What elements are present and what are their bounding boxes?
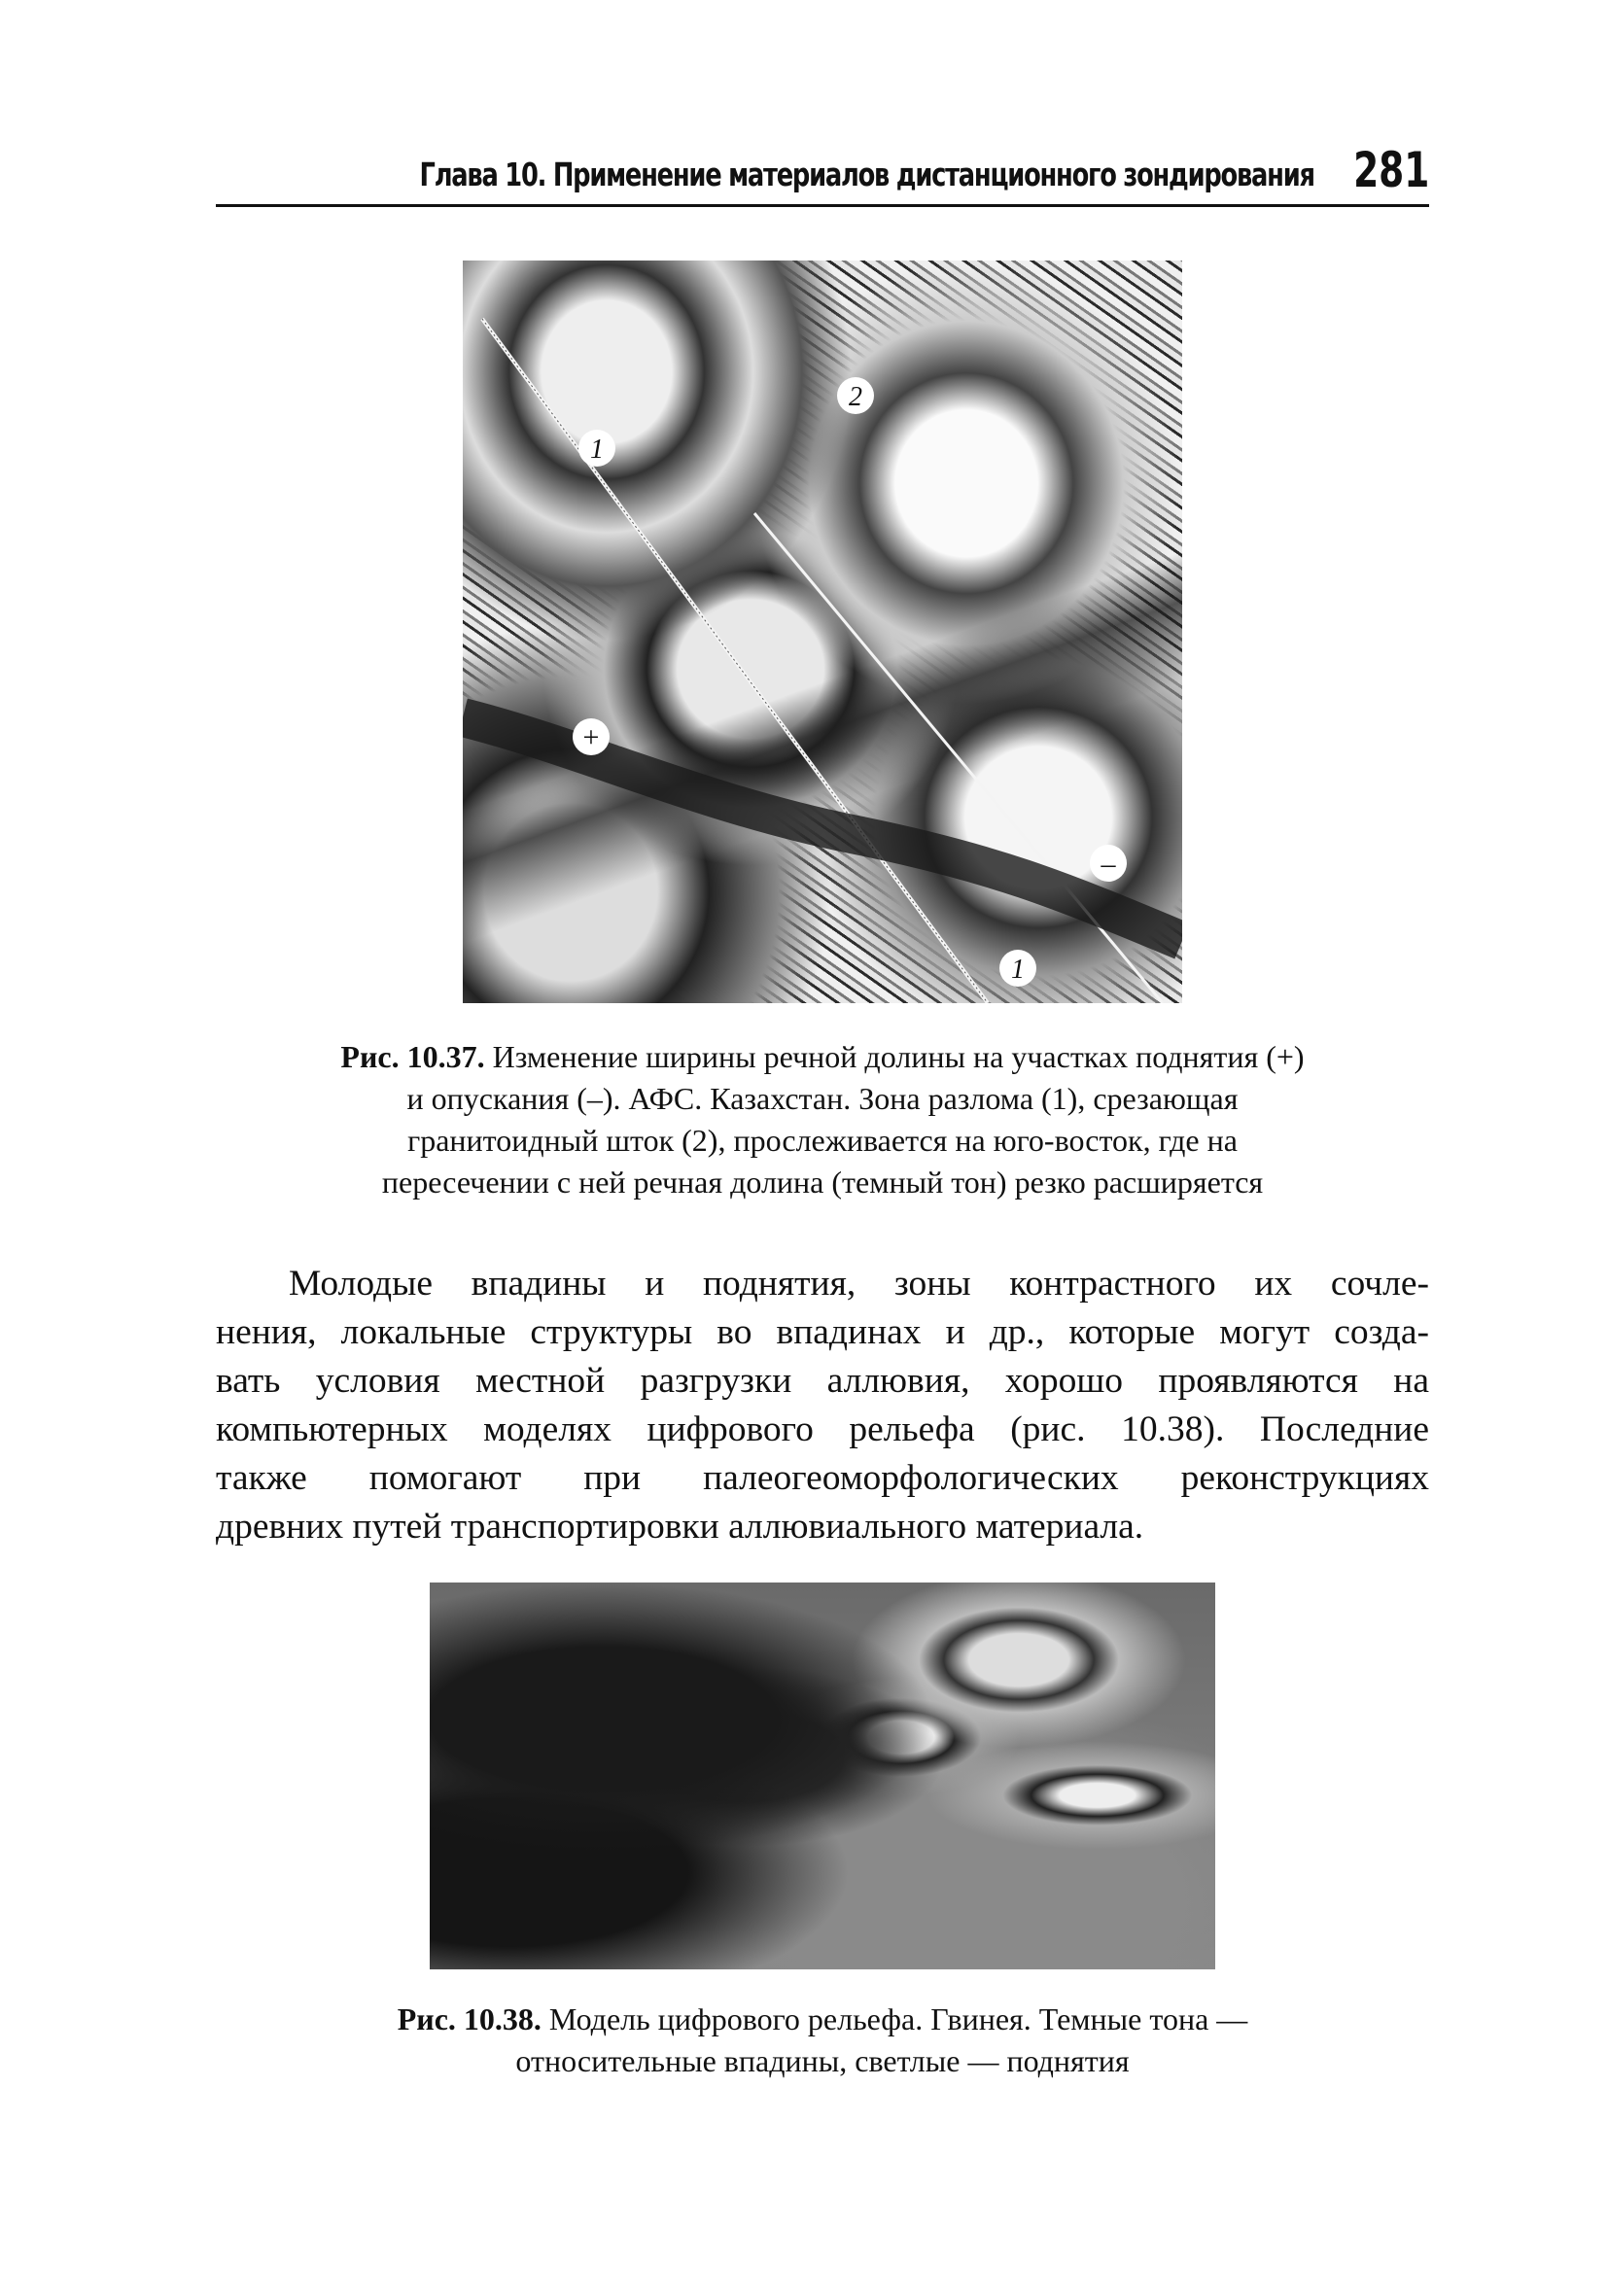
body-paragraph xyxy=(216,1260,1429,1551)
paragraph-line: нения, локальные структуры во впадинах и др., которые могут созда- xyxy=(216,1312,1429,1352)
paragraph-line: древних путей транспортировки аллювиального материала. xyxy=(216,1507,1144,1547)
figure-number: Рис. 10.37. xyxy=(340,1039,485,1074)
label-fault-top xyxy=(578,430,615,467)
paragraph-line: Молодые впадины и поднятия, зоны контрастного их сочле- xyxy=(289,1264,1429,1304)
running-head xyxy=(216,136,1429,202)
figure-caption-10-38 xyxy=(216,1999,1429,2082)
svg-text:1: 1 xyxy=(590,435,604,465)
label-stock xyxy=(837,377,874,414)
fault-lines-overlay xyxy=(463,261,1182,1003)
caption-line: Изменение ширины речной долины на участках поднятия (+) xyxy=(484,1039,1305,1074)
label-uplift xyxy=(573,718,610,755)
aerial-photo-kazakhstan xyxy=(463,261,1182,1003)
chapter-title: Глава 10. Применение материалов дистанционного зондирования xyxy=(419,156,1314,193)
svg-text:+: + xyxy=(582,721,600,753)
figure-number: Рис. 10.38. xyxy=(397,2001,542,2036)
paragraph-line: вать условия местной разгрузки аллювия, хорошо проявляются на xyxy=(216,1361,1429,1401)
digital-elevation-model-guinea xyxy=(430,1583,1215,1969)
page-number: 281 xyxy=(1352,142,1429,198)
caption-line: гранитоидный шток (2), прослеживается на юго-восток, где на xyxy=(407,1123,1238,1158)
paragraph-line: также помогают при палеогеоморфологических реконструкциях xyxy=(216,1458,1429,1498)
paragraph-line: компьютерных моделях цифрового рельефа (рис. 10.38). Последние xyxy=(216,1409,1429,1449)
caption-line: Модель цифрового рельефа. Гвинея. Темные тона — xyxy=(541,2001,1248,2036)
header-rule xyxy=(216,204,1429,207)
figure-caption-10-37 xyxy=(216,1036,1429,1203)
svg-text:–: – xyxy=(1101,848,1116,880)
caption-line: и опускания (–). АФС. Казахстан. Зона разлома (1), срезающая xyxy=(406,1081,1239,1116)
caption-line: пересечении с ней речная долина (темный тон) резко расширяется xyxy=(381,1165,1264,1200)
label-fault-bottom xyxy=(999,950,1036,987)
svg-text:2: 2 xyxy=(849,382,862,412)
label-subsidence xyxy=(1090,845,1127,882)
svg-text:1: 1 xyxy=(1011,955,1025,985)
caption-line: относительные впадины, светлые — поднятия xyxy=(515,2043,1130,2078)
